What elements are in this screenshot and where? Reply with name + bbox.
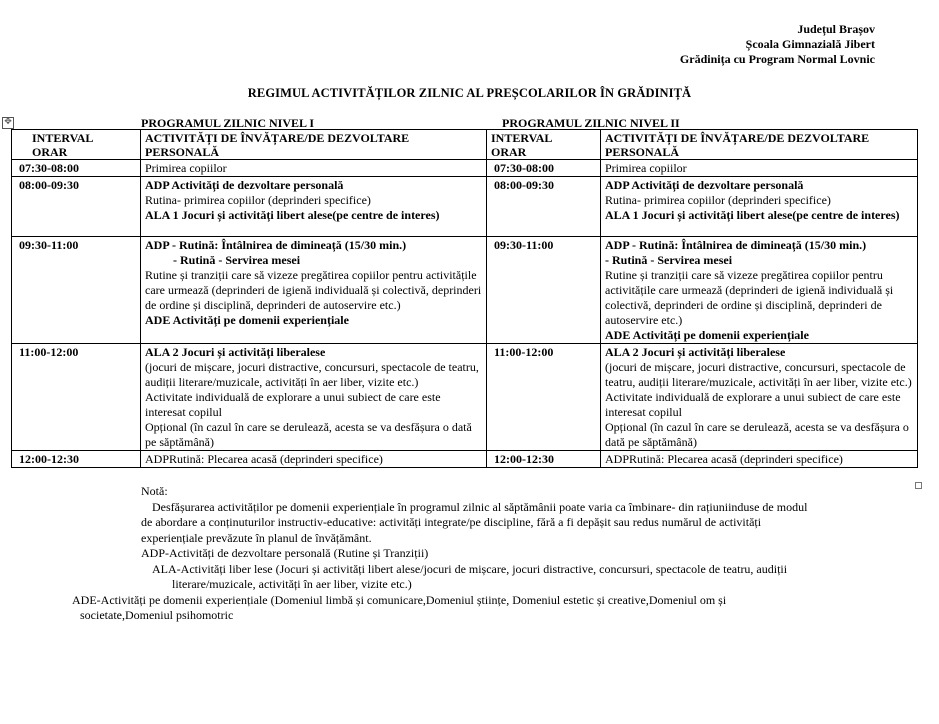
kindergarten-label: Grădinița cu Program Normal Lovnic	[679, 52, 875, 66]
interval-header-l1: INTERVAL ORAR	[12, 130, 141, 160]
table-row	[12, 177, 918, 237]
document-header	[680, 22, 875, 67]
activity-line: Opțional (în cazul în care se derulează, acesta se va desfășura o dată pe săptămână)	[605, 420, 909, 449]
table-row	[12, 451, 918, 468]
time-cell: 12:00-12:30	[487, 451, 601, 468]
activity-line: (jocuri de mișcare, jocuri distractive, concursuri, spectacole de teatru, audiții literare/muzicale, activități în aer liber, vizite etc.)	[145, 360, 479, 389]
table-row	[12, 344, 918, 451]
note-line: de abordare a conținuturilor instructiv-educative: activități integrate/pe discipline, fără a fi depășit sau redus numărul de activități	[141, 515, 762, 529]
table-row	[12, 160, 918, 177]
activity-cell: Primirea copiilor	[601, 160, 918, 177]
activity-line: ALA 1 Jocuri și activități libert alese(pe centre de interes)	[145, 208, 440, 222]
activity-cell: ADPRutină: Plecarea acasă (deprinderi specifice)	[141, 451, 487, 468]
activity-line: ADE Activități pe domenii experiențiale	[145, 313, 349, 327]
schedule-table	[11, 129, 918, 468]
activity-line: - Rutină - Servirea mesei	[173, 253, 301, 267]
document-title: REGIMUL ACTIVITĂȚILOR ZILNIC AL PREȘCOLARILOR ÎN GRĂDINIȚĂ	[247, 86, 692, 100]
activity-line: ADE Activități pe domenii experiențiale	[605, 328, 809, 342]
activity-line: ADP Activități de dezvoltare personală	[145, 178, 344, 192]
activity-line: (jocuri de mișcare, jocuri distractive, concursuri, spectacole de teatru, audiții literare/muzicale, activități în aer liber, vizite etc.)	[605, 360, 912, 389]
note-line: literare/muzicale, activități în aer liber, vizite etc.)	[172, 577, 412, 591]
note-line: experiențiale prevăzute în planul de învățământ.	[141, 530, 372, 545]
activity-cell	[141, 177, 487, 237]
activity-cell: ADPRutină: Plecarea acasă (deprinderi specifice)	[601, 451, 918, 468]
activity-line: Rutine și tranziții care să vizeze pregătirea copiilor pentru activitățile care urmează (deprinderi de igienă individuală și colectivă, deprinderi de ordine și disciplină, deprinderi de autoservire etc.)	[605, 268, 894, 327]
activity-line: ALA 2 Jocuri și activități liberalese	[145, 345, 326, 359]
time-cell: 11:00-12:00	[12, 344, 141, 451]
activity-line: Rutine și tranziții care să vizeze pregătirea copiilor pentru activitățile care urmează (deprinderi de igienă individuală și colectivă, deprinderi de ordine și disciplină, deprinderi de autoservire etc.)	[145, 268, 482, 312]
program-level-1-label: PROGRAMUL ZILNIC NIVEL I	[141, 116, 315, 130]
table-move-handle-icon[interactable]: ✥	[2, 117, 14, 129]
school-label: Școala Gimnazială Jibert	[745, 37, 875, 51]
activity-line: Activitate individuală de explorare a unui subiect de care este interesat copilul	[605, 390, 901, 419]
county-label: Județul Brașov	[797, 22, 875, 36]
activity-line: ALA 1 Jocuri și activități libert alese(pe centre de interes)	[605, 208, 900, 222]
note-line: ALA-Activități liber lese (Jocuri și activități libert alese/jocuri de mișcare, jocuri distractive, concursuri, spectacole de teatru, audiții	[152, 561, 788, 576]
time-cell: 07:30-08:00	[12, 160, 141, 177]
time-cell: 09:30-11:00	[12, 237, 141, 344]
note-line: societate,Domeniul psihomotric	[80, 608, 234, 622]
activity-line: - Rutină - Servirea mesei	[605, 253, 733, 267]
activity-line: Rutina- primirea copiilor (deprinderi specifice)	[145, 193, 371, 207]
activities-header-l1: ACTIVITĂȚI DE ÎNVĂȚARE/DE DEZVOLTARE PERSONALĂ	[141, 130, 487, 160]
interval-header-l2: INTERVAL ORAR	[487, 130, 601, 160]
time-cell: 12:00-12:30	[12, 451, 141, 468]
activity-line: Opțional (în cazul în care se derulează, acesta se va desfășura o dată pe săptămână)	[145, 420, 472, 449]
activity-line: Activitate individuală de explorare a unui subiect de care este interesat copilul	[145, 390, 441, 419]
note-line: ADE-Activități pe domenii experiențiale (Domeniul limbă și comunicare,Domeniul științe, Domeniul estetic și creative,Domeniul om și	[72, 592, 727, 607]
note-line: ADP-Activități de dezvoltare personală (Rutine și Tranziții)	[141, 546, 429, 560]
notes-heading: Notă:	[141, 484, 168, 498]
activity-cell	[601, 177, 918, 237]
activity-line: ADP - Rutină: Întâlnirea de dimineață (15/30 min.)	[605, 238, 867, 252]
note-line: Desfășurarea activităților pe domenii experiențiale în programul zilnic al săptămânii poate varia ca îmbinare- din rațiuniinduse de modul	[152, 499, 808, 514]
notes-section	[0, 484, 939, 624]
time-cell: 08:00-09:30	[12, 177, 141, 237]
activity-line: ADP Activități de dezvoltare personală	[605, 178, 804, 192]
time-cell: 09:30-11:00	[487, 237, 601, 344]
activity-cell	[141, 344, 487, 451]
activity-cell: Primirea copiilor	[141, 160, 487, 177]
activity-cell	[601, 237, 918, 344]
activity-cell	[141, 237, 487, 344]
table-row	[12, 237, 918, 344]
activities-header-l2: ACTIVITĂȚI DE ÎNVĂȚARE/DE DEZVOLTARE PERSONALĂ	[601, 130, 918, 160]
activity-line: Rutina- primirea copiilor (deprinderi specifice)	[605, 193, 831, 207]
table-header-row	[12, 130, 918, 160]
activity-cell	[601, 344, 918, 451]
time-cell: 07:30-08:00	[487, 160, 601, 177]
program-level-2-label: PROGRAMUL ZILNIC NIVEL II	[502, 116, 680, 130]
activity-line: ALA 2 Jocuri și activități liberalese	[605, 345, 786, 359]
time-cell: 08:00-09:30	[487, 177, 601, 237]
activity-line: ADP - Rutină: Întâlnirea de dimineață (15/30 min.)	[145, 238, 407, 252]
time-cell: 11:00-12:00	[487, 344, 601, 451]
